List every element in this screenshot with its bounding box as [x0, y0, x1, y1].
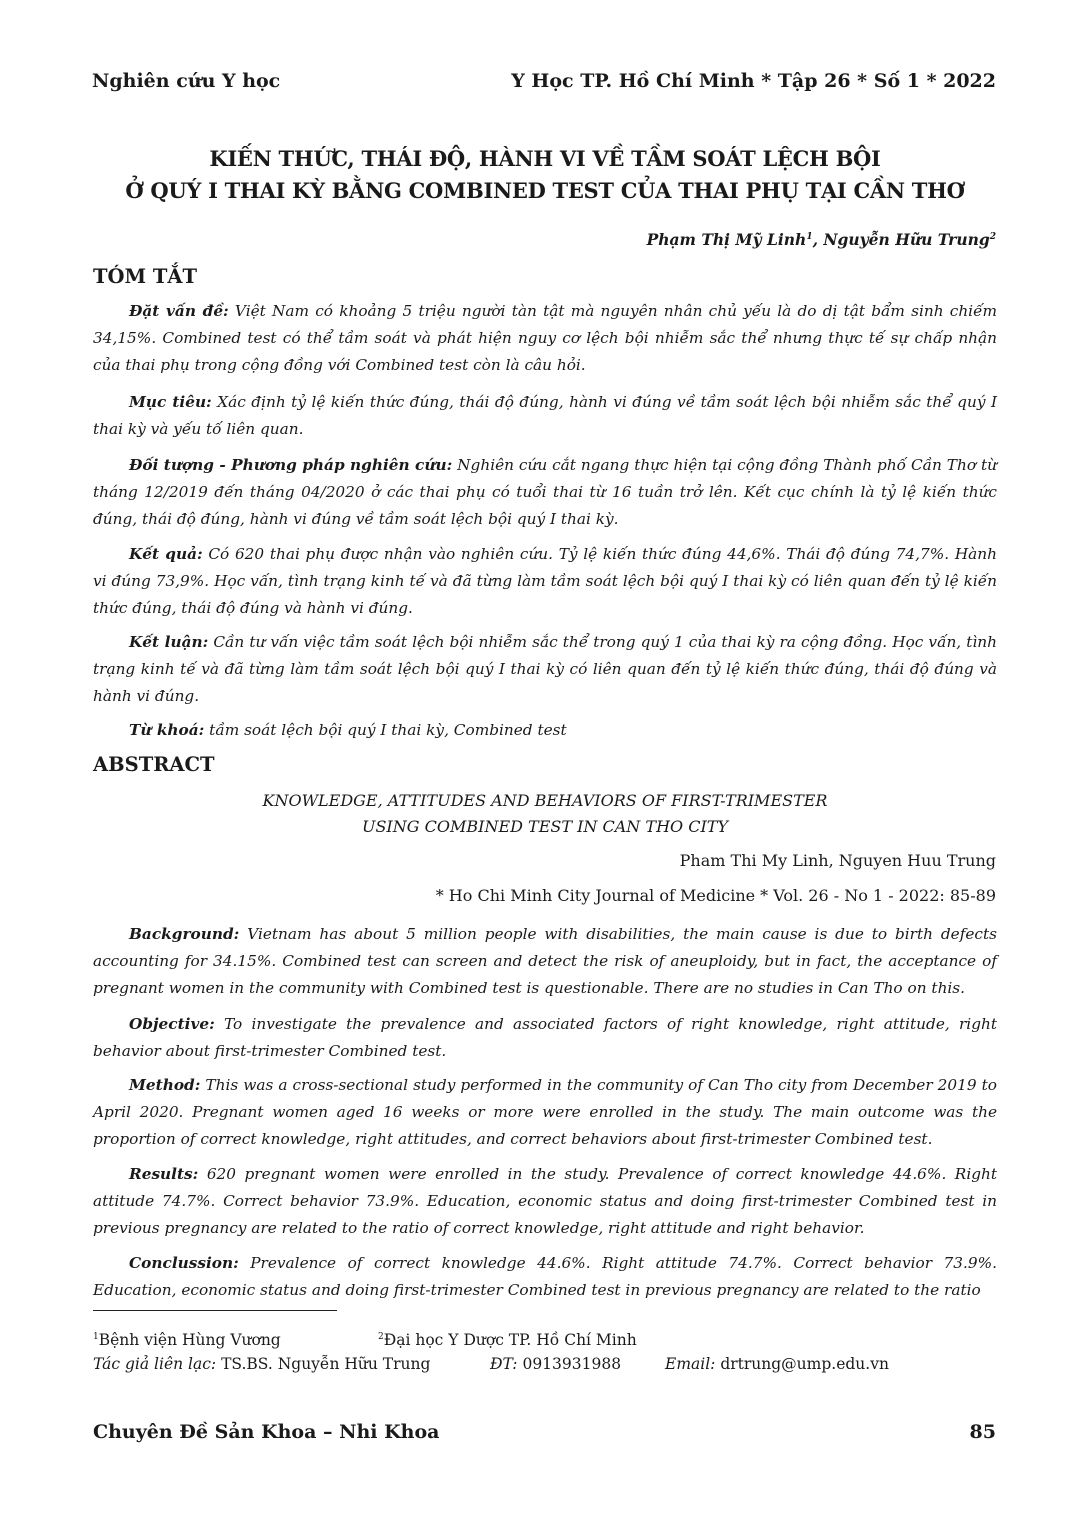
en-objective-text: To investigate the prevalence and associated factors of right knowledge, right attitude, right behavior about first-trimester Combined test. — [93, 1015, 997, 1060]
vn-method — [93, 452, 997, 533]
vn-keywords — [93, 717, 997, 744]
vn-objective-text: Xác định tỷ lệ kiến thức đúng, thái độ đúng, hành vi đúng về tầm soát lệch bội nhiễm sắc thể quý I thai kỳ và yếu tố liên quan. — [93, 393, 998, 438]
vn-keywords-text: tầm soát lệch bội quý I thai kỳ, Combined test — [204, 721, 567, 739]
corresponding-author — [93, 1355, 430, 1373]
en-conclusion-text: Prevalence of correct knowledge 44.6%. Right attitude 74.7%. Correct behavior 73.9%. Education, economic status and doing first-trimester Combined test in previous pregnancy are related to the ratio — [93, 1254, 997, 1299]
en-results-text: 620 pregnant women were enrolled in the study. Prevalence of correct knowledge 44.6%. Right attitude 74.7%. Correct behavior 73.9%. Education, economic status and doing first-trimester Combined test in previous pregnancy are related to the ratio of correct knowledge, right attitude and right behavior. — [93, 1165, 997, 1237]
author-1: Phạm Thị Mỹ Linh — [646, 230, 807, 249]
author-1-affiliation: 1 — [806, 231, 813, 242]
affiliation-2-marker: 2 — [378, 1331, 384, 1342]
vn-results — [93, 541, 997, 622]
vn-objective-label: Mục tiêu: — [129, 393, 212, 411]
affiliation-2-text: Đại học Y Dược TP. Hồ Chí Minh — [383, 1331, 637, 1349]
en-background — [93, 921, 997, 1002]
en-conclusion-label: Conclussion: — [129, 1254, 239, 1272]
affiliation-1-marker: 1 — [93, 1331, 99, 1342]
vn-results-label: Kết quả: — [129, 545, 203, 563]
vn-keywords-label: Từ khoá: — [129, 721, 205, 739]
en-method-text: This was a cross-sectional study performed in the community of Can Tho city from December 2019 to April 2020. Pregnant women aged 16 weeks or more were enrolled in the study. The main outcome was the proportion of correct knowledge, right attitudes, and correct behaviors about first-trimester Combined test. — [93, 1076, 997, 1148]
page-number: 85 — [969, 1421, 996, 1443]
en-results-label: Results: — [129, 1165, 199, 1183]
vn-conclusion-label: Kết luận: — [129, 633, 209, 651]
email-address: drtrung@ump.edu.vn — [715, 1355, 889, 1373]
section-heading-tomtat: TÓM TẮT — [93, 265, 198, 288]
citation-line: * Ho Chi Minh City Journal of Medicine * Vol. 26 - No 1 - 2022: 85-89 — [435, 886, 996, 905]
vn-background-label: Đặt vấn đề: — [129, 302, 229, 320]
en-background-label: Background: — [129, 925, 240, 943]
affiliation-1 — [93, 1331, 281, 1349]
phone-number: 0913931988 — [517, 1355, 622, 1373]
affiliation-1-text: Bệnh viện Hùng Vương — [98, 1331, 281, 1349]
vn-method-label: Đối tượng - Phương pháp nghiên cứu: — [129, 456, 453, 474]
en-method-label: Method: — [129, 1076, 201, 1094]
footnote-divider — [93, 1310, 337, 1311]
paper-title-line-1: KIẾN THỨC, THÁI ĐỘ, HÀNH VI VỀ TẦM SOÁT LỆCH BỘI — [209, 146, 881, 171]
vn-background — [93, 298, 997, 379]
running-header-right: Y Học TP. Hồ Chí Minh * Tập 26 * Số 1 * 2022 — [511, 70, 996, 92]
en-results — [93, 1161, 997, 1242]
vn-conclusion-text: Cần tư vấn việc tầm soát lệch bội nhiễm sắc thể trong quý 1 của thai kỳ ra cộng đồng. Học vấn, tình trạng kinh tế và đã từng làm tầm soát lệch bội quý I thai kỳ có liên quan đến tỷ lệ kiến thức đúng, thái độ đúng và hành vi đúng. — [93, 633, 997, 705]
running-footer-left: Chuyên Đề Sản Khoa – Nhi Khoa — [93, 1421, 440, 1443]
vn-results-text: Có 620 thai phụ được nhận vào nghiên cứu. Tỷ lệ kiến thức đúng 44,6%. Thái độ đúng 74,7%. Hành vi đúng 73,9%. Học vấn, tình trạng kinh tế và đã từng làm tầm soát lệch bội quý I thai kỳ có liên quan đến tỷ lệ kiến thức đúng, thái độ đúng và hành vi đúng. — [93, 545, 998, 617]
phone — [490, 1355, 621, 1373]
running-header-left: Nghiên cứu Y học — [92, 70, 281, 92]
vn-method-text: Nghiên cứu cắt ngang thực hiện tại cộng đồng Thành phố Cần Thơ từ tháng 12/2019 đến tháng 04/2020 ở các thai phụ có tuổi thai từ 16 tuần trở lên. Kết cục chính là tỷ lệ kiến thức đúng, thái độ đúng, hành vi đúng về tầm soát lệch bội quý I thai kỳ. — [93, 456, 997, 528]
en-background-text: Vietnam has about 5 million people with disabilities, the main cause is due to birth defects accounting for 34.15%. Combined test can screen and detect the risk of aneuploidy, but in fact, the acceptance of pregnant women in the community with Combined test is questionable. There are no studies in Can Tho on this. — [93, 925, 997, 997]
email-label: Email: — [665, 1355, 716, 1373]
english-title-line-1: KNOWLEDGE, ATTITUDES AND BEHAVIORS OF FIRST-TRIMESTER — [262, 791, 828, 810]
affiliation-2 — [378, 1331, 637, 1349]
paper-title-line-2: Ở QUÝ I THAI KỲ BẰNG COMBINED TEST CỦA THAI PHỤ TẠI CẦN THƠ — [125, 178, 965, 203]
section-heading-abstract: ABSTRACT — [93, 753, 215, 776]
author-separator: , — [812, 230, 824, 249]
en-objective — [93, 1011, 997, 1065]
author-2: Nguyễn Hữu Trung — [823, 230, 990, 249]
en-conclusion — [93, 1250, 997, 1304]
phone-label: ĐT: — [490, 1355, 518, 1373]
en-method — [93, 1072, 997, 1153]
author-2-affiliation: 2 — [989, 231, 996, 242]
vn-conclusion — [93, 629, 997, 710]
en-objective-label: Objective: — [129, 1015, 215, 1033]
english-title-line-2: USING COMBINED TEST IN CAN THO CITY — [361, 817, 729, 836]
authors — [647, 230, 996, 249]
english-authors: Pham Thi My Linh, Nguyen Huu Trung — [679, 851, 996, 870]
vn-objective — [93, 389, 997, 443]
corresponding-author-name: TS.BS. Nguyễn Hữu Trung — [216, 1355, 431, 1373]
vn-background-text: Việt Nam có khoảng 5 triệu người tàn tật mà nguyên nhân chủ yếu là do dị tật bẩm sinh chiếm 34,15%. Combined test có thể tầm soát và phát hiện nguy cơ lệch bội nhiễm sắc thể nhưng thực tế sự chấp nhận của thai phụ trong cộng đồng với Combined test còn là câu hỏi. — [93, 302, 997, 374]
corresponding-author-label: Tác giả liên lạc: — [93, 1355, 217, 1373]
email — [665, 1355, 889, 1373]
